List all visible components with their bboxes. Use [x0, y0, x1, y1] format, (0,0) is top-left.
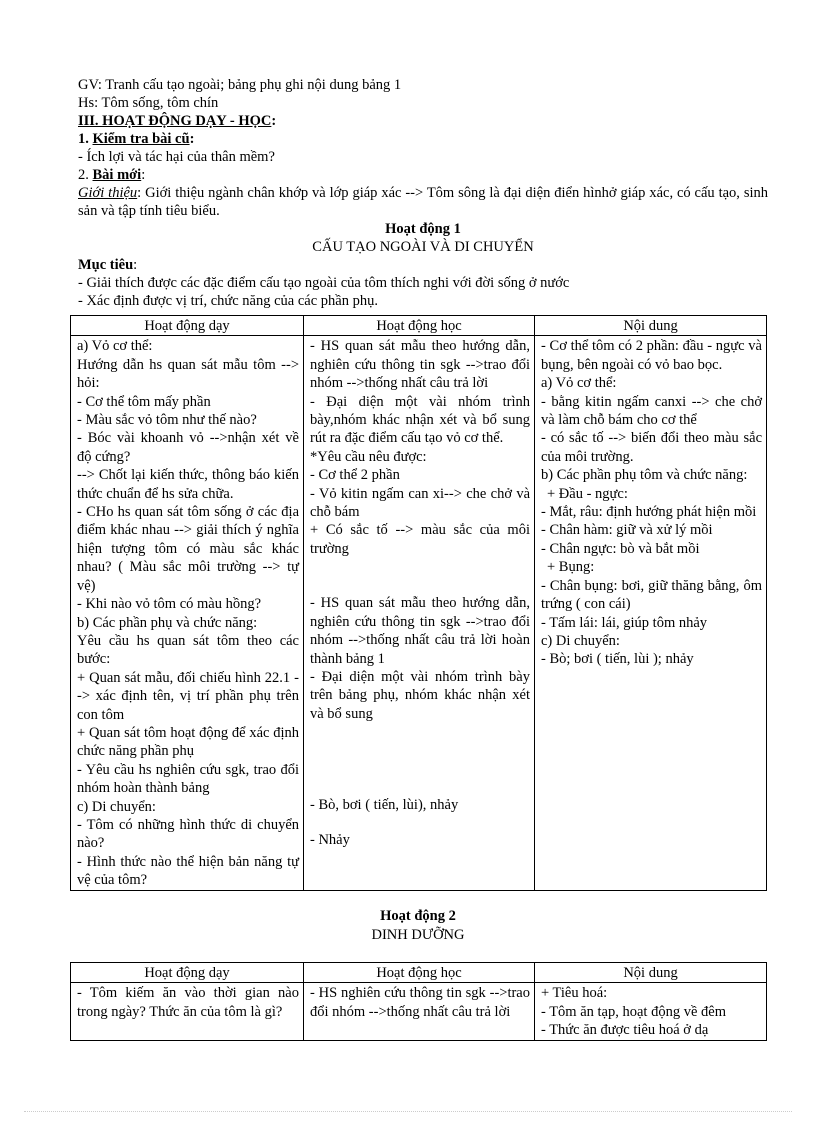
activity2-table	[70, 962, 767, 1041]
page-bottom-border	[24, 1111, 792, 1112]
introduction-paragraph: Giới thiệu: Giới thiệu ngành chân khớp và lớp giáp xác --> Tôm sông là đại diện điển hìnhở giáp xác, có cấu tạo, sinh sản và tập tính tiêu biểu.	[78, 185, 768, 219]
header-teaching: Hoạt động dạy	[71, 316, 304, 336]
list-item: - Bò, bơi ( tiến, lùi), nhảy	[310, 797, 459, 814]
table-row	[71, 336, 767, 890]
table-header-row	[71, 316, 767, 336]
list-item: - Cơ thể 2 phần	[310, 467, 400, 484]
list-item: + Quan sát tôm hoạt động để xác định chức năng phần phụ	[77, 724, 299, 760]
learning-column	[304, 336, 535, 890]
list-item: + Đầu - ngực:	[547, 485, 628, 502]
activity1-title: CẤU TẠO NGOÀI VÀ DI CHUYỂN	[312, 239, 534, 255]
list-item: - Chân hàm: giữ và xử lý mồi	[541, 522, 713, 539]
list-item: - có sắc tố --> biến đổi theo màu sắc của môi trường.	[541, 430, 762, 465]
section-title: III. HOẠT ĐỘNG DẠY - HỌC	[78, 113, 272, 129]
list-item: - Bò; bơi ( tiến, lùi ); nhảy	[541, 651, 694, 668]
student-materials: Hs: Tôm sống, tôm chín	[78, 95, 219, 111]
spacer	[310, 576, 530, 594]
list-item: Yêu cầu hs quan sát tôm theo các bước:	[77, 632, 299, 668]
list-item: --> Chốt lại kiến thức, thông báo kiến thức chuẩn để hs sửa chữa.	[77, 467, 299, 502]
old-lesson-heading: 1. Kiểm tra bài cũ:	[78, 131, 195, 147]
teaching-column	[71, 336, 304, 890]
activity1-table	[70, 315, 767, 891]
list-item: - Khi nào vỏ tôm có màu hồng?	[77, 596, 262, 613]
list-item: - Đại diện một vài nhóm trình bày trên bảng phụ, nhóm khác nhận xét và bổ sung	[310, 668, 530, 722]
list-item: + Bụng:	[547, 559, 595, 576]
list-item: - HS nghiên cứu thông tin sgk -->trao đổi nhóm -->thống nhất câu trả lời	[310, 985, 530, 1020]
list-item: - Mắt, râu: định hướng phát hiện mồi	[541, 504, 757, 521]
header-learning: Hoạt động học	[304, 316, 535, 336]
document-page	[78, 76, 768, 310]
header-content: Nội dung	[535, 963, 767, 983]
list-item: b) Các phần phụ và chức năng:	[77, 614, 258, 631]
spacer	[310, 815, 530, 831]
header-learning: Hoạt động học	[304, 963, 535, 983]
content-column	[535, 336, 767, 890]
list-item: Hướng dẫn hs quan sát mẫu tôm --> hỏi:	[77, 356, 299, 392]
section-heading: III. HOẠT ĐỘNG DẠY - HỌC:	[78, 113, 277, 129]
content-column	[535, 983, 767, 1040]
list-item: - Thức ăn được tiêu hoá ở dạ	[541, 1022, 709, 1039]
header-content: Nội dung	[535, 316, 767, 336]
teacher-materials: GV: Tranh cấu tạo ngoài; bảng phụ ghi nội dung bảng 1	[78, 77, 402, 93]
new-lesson-heading: 2. Bài mới:	[78, 167, 146, 183]
activity1-heading: Hoạt động 1	[385, 221, 461, 237]
list-item: - Tôm kiếm ăn vào thời gian nào trong ngày? Thức ăn của tôm là gì?	[77, 985, 299, 1020]
list-item: *Yêu cầu nêu được:	[310, 448, 427, 465]
list-item: - Chân ngực: bò và bắt mồi	[541, 540, 700, 557]
list-item: c) Di chuyển:	[77, 798, 156, 815]
spacer	[310, 723, 530, 796]
activity2-title: DINH DƯỠNG	[371, 927, 465, 943]
table-row	[71, 983, 767, 1040]
list-item: - CHo hs quan sát tôm sống ở các địa điểm khác nhau --> giải thích ý nghĩa hiện tượng tôm có màu sắc khác nhau? ( Màu sắc môi trường --> tự vệ)	[77, 504, 299, 594]
objective-item: - Giải thích được các đặc điểm cấu tạo ngoài của tôm thích nghi với đời sống ở nước	[78, 275, 570, 291]
list-item: - Cơ thể tôm có 2 phần: đầu - ngực và bụng, bên ngoài có vỏ bao bọc.	[541, 338, 762, 373]
list-item: - Đại diện một vài nhóm trình bày,nhóm khác nhận xét và bổ sung rút ra đặc điểm cấu tạo vỏ cơ thể.	[310, 393, 530, 447]
list-item: + Có sắc tố --> màu sắc của môi trường	[310, 522, 530, 557]
list-item: - Tôm ăn tạp, hoạt động về đêm	[541, 1003, 726, 1020]
old-lesson-question: - Ích lợi và tác hại của thân mềm?	[78, 149, 275, 165]
list-item: a) Vỏ cơ thể:	[541, 375, 617, 392]
list-item: - HS quan sát mẫu theo hướng dẫn, nghiên cứu thông tin sgk -->trao đổi nhóm -->thống nhất câu trả lời hoàn thành bảng 1	[310, 595, 530, 667]
table-header-row	[71, 963, 767, 983]
list-item: - Bóc vài khoanh vỏ -->nhận xét về độ cứng?	[77, 430, 299, 465]
list-item: - bằng kitin ngấm canxi --> che chở và làm chỗ bám cho cơ thể	[541, 393, 762, 429]
spacer	[310, 558, 530, 576]
objective-label: Mục tiêu:	[78, 257, 138, 273]
list-item: - Nhảy	[310, 831, 350, 848]
list-item: - Vỏ kitin ngấm can xi--> che chở và chỗ bám	[310, 485, 530, 521]
objective-item: - Xác định được vị trí, chức năng của các phần phụ.	[78, 293, 378, 309]
list-item: - Tấm lái: lái, giúp tôm nhảy	[541, 614, 708, 631]
list-item: - Tôm có những hình thức di chuyển nào?	[77, 816, 299, 852]
list-item: - HS quan sát mẫu theo hướng dẫn, nghiên cứu thông tin sgk -->trao đổi nhóm -->thống nhất câu trả lời	[310, 338, 530, 392]
header-teaching: Hoạt động dạy	[71, 963, 304, 983]
list-item: - Yêu cầu hs nghiên cứu sgk, trao đổi nhóm hoàn thành bảng	[77, 761, 299, 797]
list-item: + Tiêu hoá:	[541, 985, 608, 1002]
list-item: + Quan sát mẫu, đối chiếu hình 22.1 --> xác định tên, vị trí phần phụ trên con tôm	[77, 669, 299, 723]
teaching-column	[71, 983, 304, 1040]
learning-column	[304, 983, 535, 1040]
list-item: - Chân bụng: bơi, giữ thăng bằng, ôm trứng ( con cái)	[541, 577, 762, 613]
list-item: b) Các phần phụ tôm và chức năng:	[541, 467, 748, 484]
list-item: - Màu sắc vỏ tôm như thế nào?	[77, 412, 257, 429]
list-item: c) Di chuyển:	[541, 632, 620, 649]
list-item: - Cơ thể tôm mấy phần	[77, 393, 211, 410]
activity2-heading: Hoạt động 2	[380, 908, 456, 924]
list-item: - Hình thức nào thể hiện bản năng tự vệ của tôm?	[77, 853, 299, 889]
list-item: a) Vỏ cơ thể:	[77, 338, 153, 355]
